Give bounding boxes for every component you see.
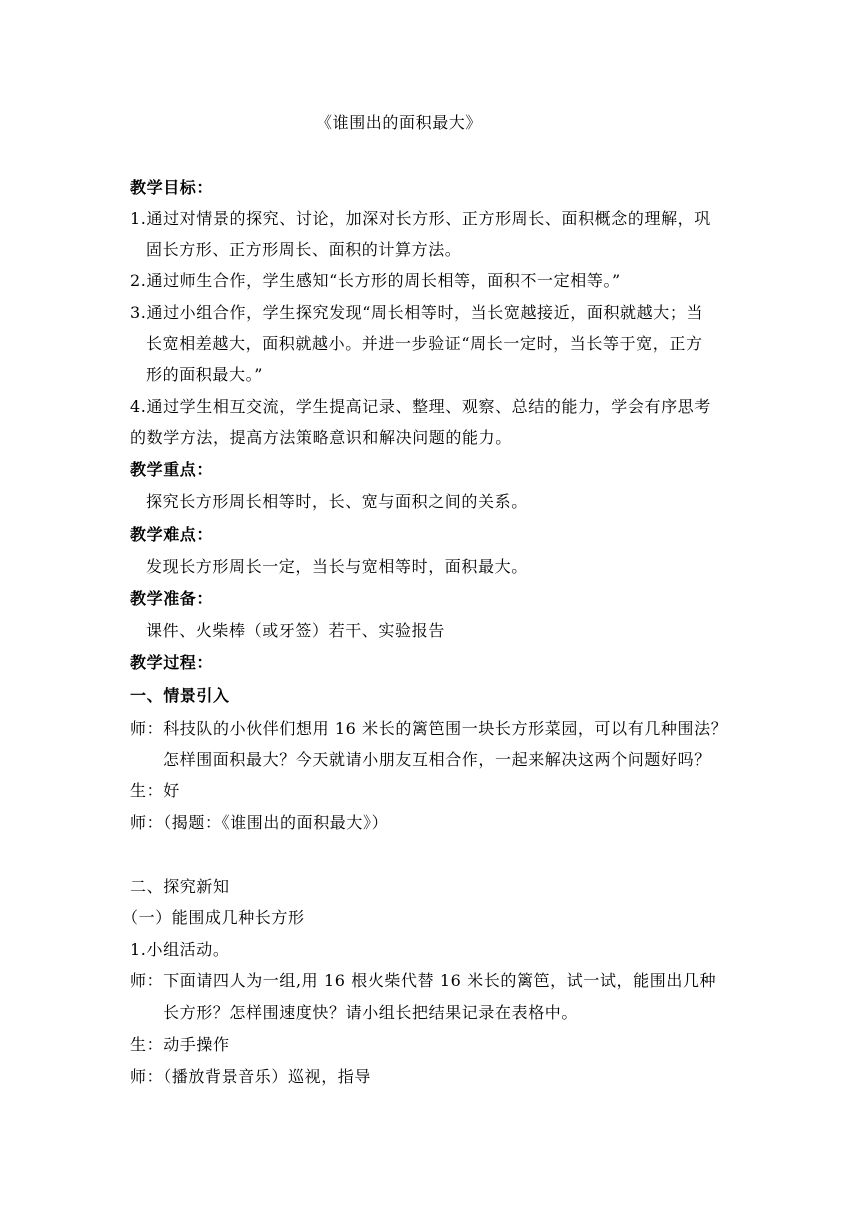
goal-3-line-2: 长宽相差越大，面积就越小。并进一步验证“周长一定时，当长等于宽，正方	[146, 334, 703, 353]
goal-3-line-1: 3.通过小组合作，学生探究发现“周长相等时，当长宽越接近，面积就越大；当	[130, 303, 704, 322]
goal-3-line-3: 形的面积最大。”	[146, 365, 263, 384]
teacher-line: 师：科技队的小伙伴们想用 16 米长的篱笆围一块长方形菜园，可以有几种围法？	[130, 719, 728, 738]
goal-4-line-2: 的数学方法，提高方法策略意识和解决问题的能力。	[130, 428, 512, 447]
goal-1-line-1: 1.通过对情景的探究、讨论，加深对长方形、正方形周长、面积概念的理解，巩	[130, 209, 711, 228]
teacher-line: 师：（揭题：《谁围出的面积最大》）	[130, 813, 389, 832]
preparation-text: 课件、火柴棒（或牙签）若干、实验报告	[146, 621, 445, 640]
difficulty-text: 发现长方形周长一定，当长与宽相等时，面积最大。	[146, 557, 528, 576]
goal-2: 2.通过师生合作，学生感知“长方形的周长相等，面积不一定相等。”	[130, 271, 621, 290]
step-1: 1.小组活动。	[130, 940, 230, 959]
goal-4-line-1: 4.通过学生相互交流，学生提高记录、整理、观察、总结的能力，学会有序思考	[130, 397, 711, 416]
teacher-line: 师：（播放背景音乐）巡视，指导	[130, 1067, 372, 1086]
goals-heading: 教学目标：	[130, 178, 214, 197]
student-line: 生：好	[130, 781, 180, 800]
subsection-1-heading: （一）能围成几种长方形	[122, 908, 305, 927]
teacher-line-continued: 长方形？怎样围速度快？请小组长把结果记录在表格中。	[163, 1003, 579, 1022]
section-2-heading: 二、探究新知	[130, 877, 230, 896]
goal-1-line-2: 固长方形、正方形周长、面积的计算方法。	[146, 240, 462, 259]
process-heading: 教学过程：	[130, 653, 214, 672]
section-1-heading: 一、情景引入	[130, 686, 230, 705]
key-points-text: 探究长方形周长相等时，长、宽与面积之间的关系。	[146, 492, 528, 511]
difficulty-heading: 教学难点：	[130, 525, 214, 544]
preparation-heading: 教学准备：	[130, 589, 214, 608]
student-line: 生：动手操作	[130, 1035, 230, 1054]
teacher-line-continued: 怎样围面积最大？今天就请小朋友互相合作，一起来解决这两个问题好吗？	[163, 750, 711, 769]
document-title: 《谁围出的面积最大》	[316, 113, 483, 132]
key-points-heading: 教学重点：	[130, 460, 214, 479]
teacher-line: 师：下面请四人为一组,用 16 根火柴代替 16 米长的篱笆，试一试，能围出几种	[130, 971, 717, 990]
